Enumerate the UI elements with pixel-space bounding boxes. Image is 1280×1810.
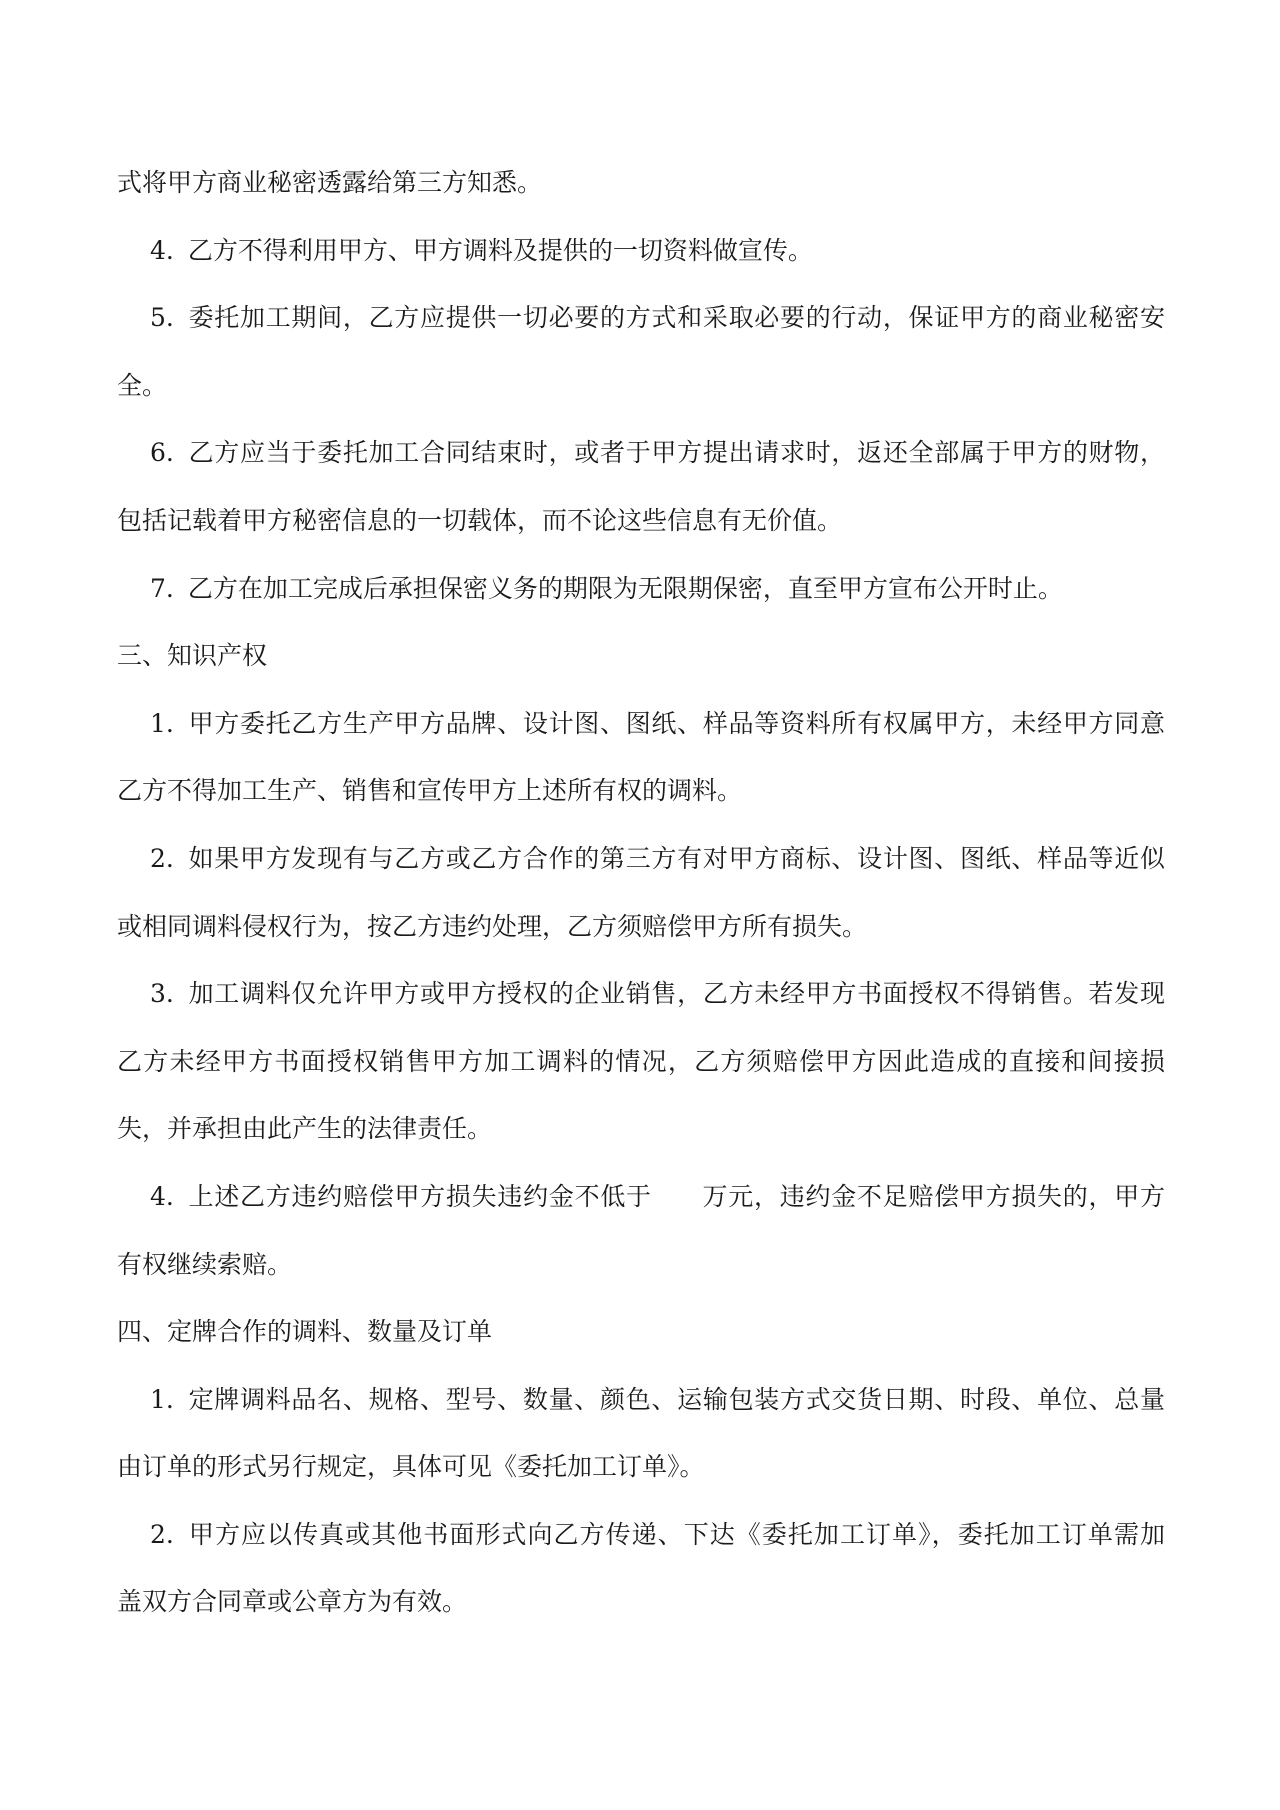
- clause-1-line: [117, 707, 1165, 741]
- paragraph-line: [117, 1450, 1165, 1484]
- line-text: 或相同调料侵权行为，按乙方违约处理，乙方须赔偿甲方所有损失。: [117, 911, 868, 941]
- clause-2-line: [117, 842, 1165, 876]
- clause-number: 3.: [150, 979, 174, 1009]
- clause-3-line: [117, 977, 1165, 1011]
- section-heading-products-orders: [117, 1315, 1165, 1349]
- paragraph-line: [117, 369, 1165, 403]
- clause-2-line: [117, 1518, 1165, 1552]
- paragraph-line: [117, 774, 1165, 808]
- clause-number: 5.: [150, 303, 174, 333]
- line-text: 盖双方合同章或公章方为有效。: [117, 1587, 468, 1617]
- line-text: 全。: [117, 370, 168, 400]
- clause-number: 4.: [150, 235, 174, 265]
- clause-6-line: [117, 436, 1165, 470]
- paragraph-line: [117, 166, 1165, 200]
- heading-text: 四、定牌合作的调料、数量及订单: [117, 1317, 493, 1347]
- paragraph-line: [117, 1585, 1165, 1619]
- clause-number: 2.: [150, 843, 174, 873]
- heading-text: 三、知识产权: [117, 641, 268, 671]
- clause-number: 2.: [150, 1519, 174, 1549]
- clause-4-penalty-line: [117, 1180, 1165, 1214]
- line-text: 甲方委托乙方生产甲方品牌、设计图、图纸、样品等资料所有权属甲方，未经甲方同意: [187, 708, 1165, 738]
- paragraph-line: [117, 1248, 1165, 1282]
- line-text: 失，并承担由此产生的法律责任。: [117, 1114, 493, 1144]
- line-text: 加工调料仅允许甲方或甲方授权的企业销售，乙方未经甲方书面授权不得销售。若发现: [187, 979, 1165, 1009]
- clause-number: 1.: [150, 708, 174, 738]
- line-text: 乙方不得加工生产、销售和宣传甲方上述所有权的调料。: [117, 776, 743, 806]
- line-text: 由订单的形式另行规定，具体可见《委托加工订单》。: [117, 1452, 705, 1482]
- clause-4-line: [117, 234, 1165, 268]
- line-text: 有权继续索赔。: [117, 1249, 293, 1279]
- clause-7-line: [117, 572, 1165, 606]
- paragraph-line: [117, 1112, 1165, 1146]
- line-text: 定牌调料品名、规格、型号、数量、颜色、运输包装方式交货日期、时段、单位、总量: [187, 1384, 1165, 1414]
- paragraph-line: [117, 1045, 1165, 1079]
- clause-1-line: [117, 1383, 1165, 1417]
- paragraph-line: [117, 504, 1165, 538]
- line-text: 包括记载着甲方秘密信息的一切载体，而不论这些信息有无价值。: [117, 505, 843, 535]
- clause-5-line: [117, 301, 1165, 335]
- line-text: 甲方应以传真或其他书面形式向乙方传递、下达《委托加工订单》，委托加工订单需加: [187, 1519, 1165, 1549]
- line-text: 乙方在加工完成后承担保密义务的期限为无限期保密，直至甲方宣布公开时止。: [187, 573, 1063, 603]
- line-text: 如果甲方发现有与乙方或乙方合作的第三方有对甲方商标、设计图、图纸、样品等近似: [187, 843, 1165, 873]
- line-text: 乙方应当于委托加工合同结束时，或者于甲方提出请求时，返还全部属于甲方的财物，: [187, 438, 1165, 468]
- line-text: 万元，违约金不足赔偿甲方损失的，甲方: [701, 1181, 1165, 1211]
- clause-number: 1.: [150, 1384, 174, 1414]
- clause-number: 4.: [150, 1181, 174, 1211]
- document-body: [117, 166, 1165, 1653]
- paragraph-line: [117, 910, 1165, 944]
- line-text: 式将甲方商业秘密透露给第三方知悉。: [117, 168, 543, 197]
- clause-number: 6.: [150, 438, 174, 468]
- line-text: 委托加工期间，乙方应提供一切必要的方式和采取必要的行动，保证甲方的商业秘密安: [187, 303, 1165, 333]
- line-text: 乙方未经甲方书面授权销售甲方加工调料的情况，乙方须赔偿甲方因此造成的直接和间接损: [117, 1046, 1165, 1076]
- section-heading-intellectual-property: [117, 639, 1165, 673]
- line-text: 上述乙方违约赔偿甲方损失违约金不低于: [187, 1181, 652, 1211]
- line-text: 乙方不得利用甲方、甲方调料及提供的一切资料做宣传。: [187, 235, 813, 265]
- clause-number: 7.: [150, 573, 174, 603]
